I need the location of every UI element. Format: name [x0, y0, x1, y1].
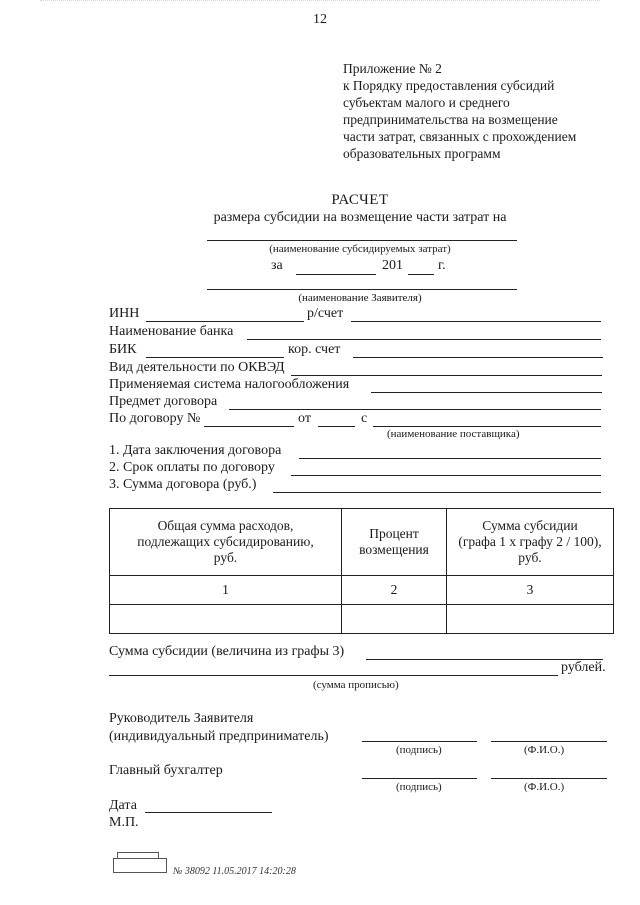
contract-no-label: По договору № [109, 411, 201, 426]
period-year: 201 [382, 258, 403, 273]
column-number: 1 [110, 576, 342, 605]
column-number: 2 [342, 576, 447, 605]
head-label: Руководитель Заявителя [109, 711, 254, 726]
subsidy-sum-label: Сумма субсидии (величина из графы 3) [109, 644, 345, 659]
head-signature-field[interactable] [362, 741, 477, 742]
signature-hint: (подпись) [396, 744, 442, 756]
document-subtitle: размера субсидии на возмещение части затрат на [213, 210, 507, 225]
period-prefix: за [271, 258, 283, 273]
tax-field[interactable] [371, 392, 602, 393]
header-text: (графа 1 х графу 2 / 100), [458, 534, 602, 549]
contract-conclusion-field[interactable] [299, 458, 601, 459]
table-number-row [110, 576, 614, 605]
date-label: Дата [109, 798, 137, 813]
header-text: Общая сумма расходов, [157, 518, 294, 533]
tax-label: Применяемая система налогообложения [109, 377, 350, 392]
bik-label: БИК [109, 342, 137, 357]
subsidy-cell[interactable] [447, 605, 614, 634]
header-text: подлежащих субсидированию, [137, 534, 314, 549]
appendix-line: образовательных программ [343, 146, 501, 161]
account-label: р/счет [307, 306, 344, 321]
entrepreneur-label: (индивидуальный предприниматель) [109, 729, 329, 744]
page-number: 12 [313, 12, 327, 27]
bank-label: Наименование банка [109, 324, 234, 339]
contract-sum-label: 3. Сумма договора (руб.) [109, 477, 257, 492]
appendix-line: Приложение № 2 [343, 61, 442, 76]
table-header-row [110, 509, 614, 576]
bik-field[interactable] [146, 357, 284, 358]
period-suffix: г. [438, 258, 446, 273]
inn-field[interactable] [146, 321, 304, 322]
signature-hint: (подпись) [396, 781, 442, 793]
words-hint: (сумма прописью) [313, 679, 399, 691]
total-costs-cell[interactable] [110, 605, 342, 634]
appendix-block [343, 60, 576, 162]
scan-artifact [40, 0, 600, 7]
corr-label: кор. счет [288, 342, 341, 357]
costs-hint: (наименование субсидируемых затрат) [269, 243, 451, 255]
header-text: руб. [213, 550, 238, 565]
head-name-field[interactable] [491, 741, 607, 742]
okved-label: Вид деятельности по ОКВЭД [109, 360, 285, 375]
calculation-table [109, 508, 614, 634]
name-hint: (Ф.И.О.) [524, 781, 565, 793]
contract-date-label: 1. Дата заключения договора [109, 443, 282, 458]
currency-label: рублей. [561, 660, 606, 675]
accountant-label: Главный бухгалтер [109, 763, 223, 778]
date-field[interactable] [145, 812, 272, 813]
header-total-costs [110, 509, 342, 576]
bank-field[interactable] [247, 339, 601, 340]
costs-name-line[interactable] [207, 240, 517, 241]
corr-field[interactable] [353, 357, 603, 358]
subsidy-words-field[interactable] [109, 675, 558, 676]
subject-field[interactable] [229, 409, 601, 410]
inn-label: ИНН [109, 306, 140, 321]
applicant-name-line[interactable] [207, 289, 517, 290]
payment-term-label: 2. Срок оплаты по договору [109, 460, 275, 475]
contract-with-label: с [361, 411, 368, 426]
name-hint: (Ф.И.О.) [524, 744, 565, 756]
header-text: руб. [518, 550, 542, 565]
header-percent [342, 509, 447, 576]
percent-cell[interactable] [342, 605, 447, 634]
document-title: РАСЧЕТ [331, 192, 389, 208]
appendix-line: предпринимательства на возмещение [343, 112, 558, 127]
payment-term-field[interactable] [291, 475, 601, 476]
header-text: Сумма субсидии [482, 518, 578, 533]
appendix-line: части затрат, связанных с прохождением [343, 129, 577, 144]
header-subsidy [447, 509, 614, 576]
contract-sum-field[interactable] [273, 492, 601, 493]
header-text: возмещения [359, 542, 429, 557]
seal-label: М.П. [109, 815, 139, 830]
header-text: Процент [369, 526, 419, 541]
account-field[interactable] [351, 321, 601, 322]
okved-field[interactable] [291, 375, 602, 376]
applicant-hint: (наименование Заявителя) [298, 292, 422, 304]
registration-stamp: № 38092 11.05.2017 14:20:28 [173, 866, 296, 877]
year-suffix-line[interactable] [408, 274, 434, 275]
table-value-row [110, 605, 614, 634]
registry-logo-icon [113, 858, 167, 873]
appendix-line: к Порядку предоставления субсидий [343, 78, 555, 93]
accountant-name-field[interactable] [491, 778, 607, 779]
supplier-hint: (наименование поставщика) [387, 428, 520, 440]
contract-no-field[interactable] [204, 426, 294, 427]
contract-date-field[interactable] [318, 426, 355, 427]
supplier-field[interactable] [373, 426, 601, 427]
subject-label: Предмет договора [109, 394, 218, 409]
period-line[interactable] [296, 274, 376, 275]
appendix-line: субъектам малого и среднего [343, 95, 510, 110]
column-number: 3 [447, 576, 614, 605]
contract-from-label: от [298, 411, 311, 426]
accountant-signature-field[interactable] [362, 778, 477, 779]
